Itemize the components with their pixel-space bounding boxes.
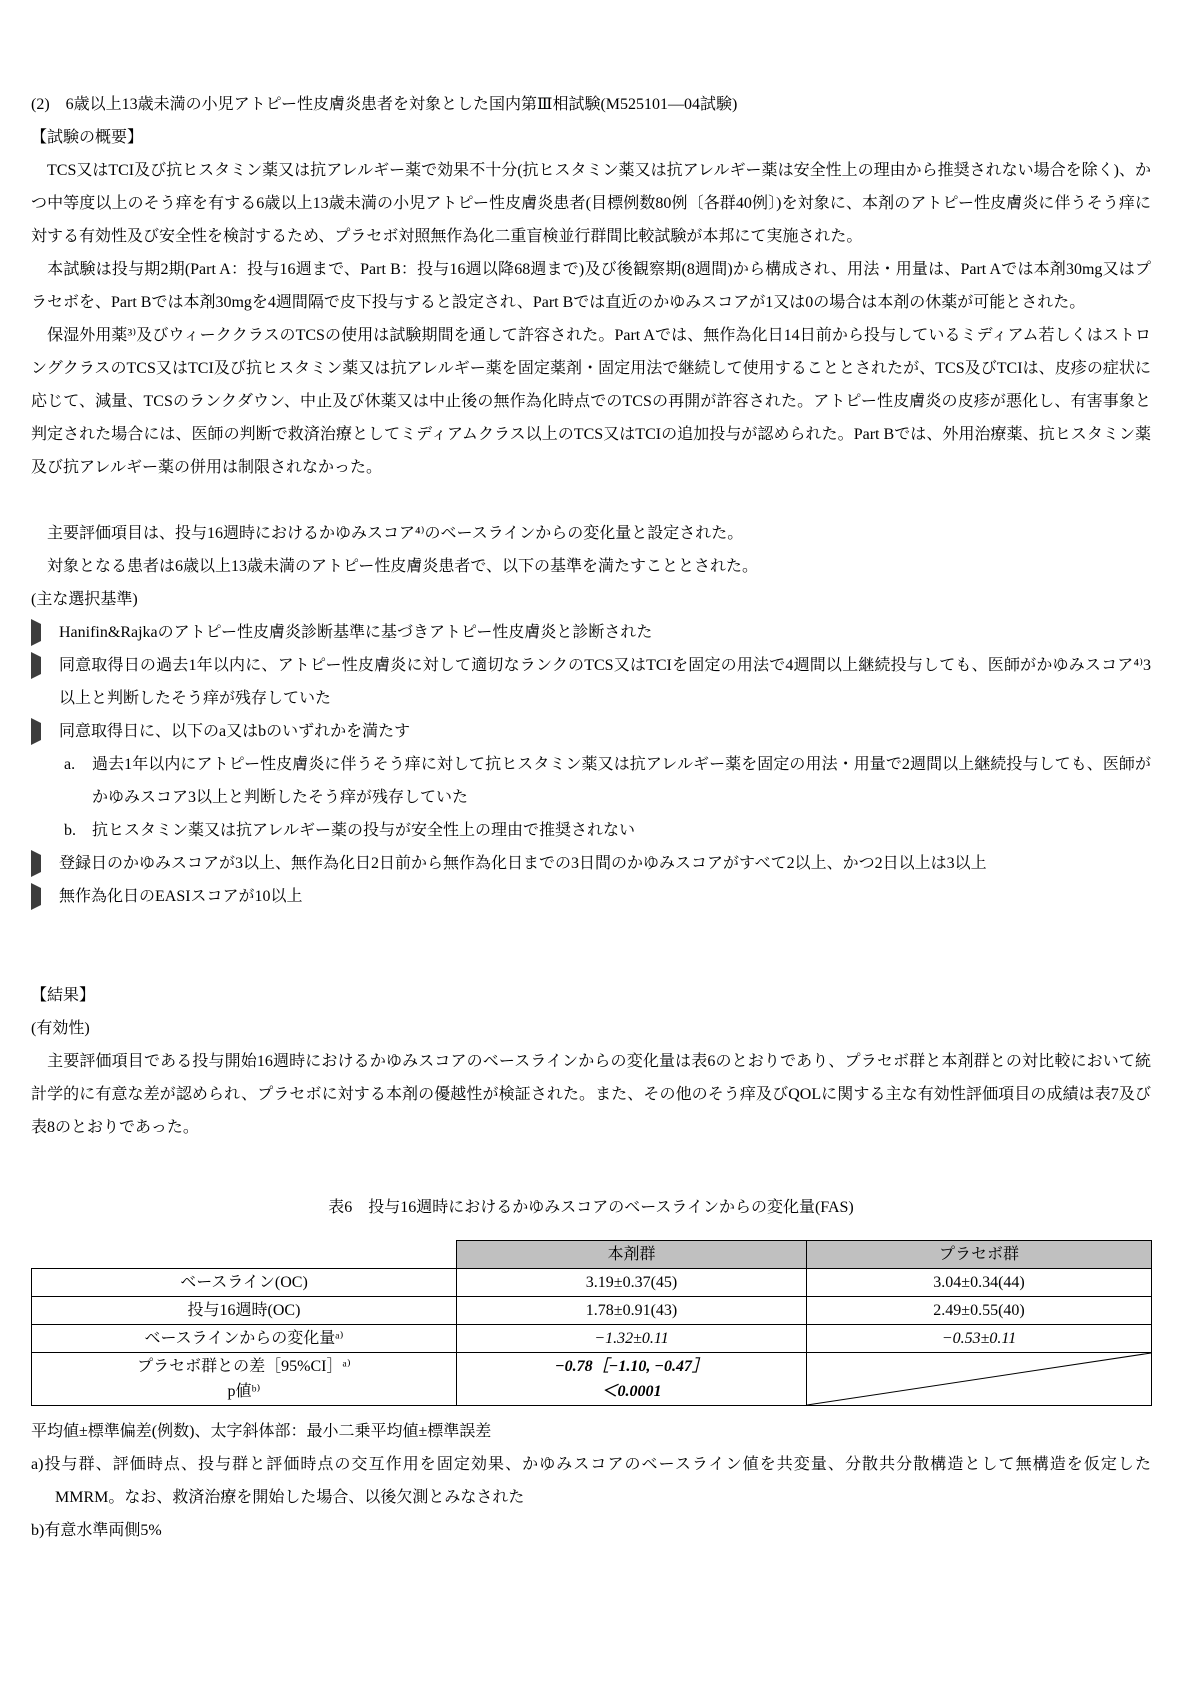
- subitem-text: 抗ヒスタミン薬又は抗アレルギー薬の投与が安全性上の理由で推奨されない: [92, 822, 635, 839]
- arrow-bullet-icon: [31, 715, 59, 748]
- row-label: ベースラインからの変化量ᵃ⁾: [32, 1325, 457, 1353]
- column-header-drug: 本剤群: [457, 1241, 807, 1269]
- table-header-row: [32, 1241, 1152, 1269]
- section-overview-title: 【試験の概要】: [31, 129, 144, 146]
- list-item: [31, 616, 1151, 649]
- footnote-b: b)有意水準両側5%: [31, 1522, 162, 1539]
- cell-difference-value: −0.78［−1.10, −0.47］: [554, 1358, 709, 1375]
- criteria-intro: (主な選択基準): [31, 591, 138, 608]
- column-header-placebo: プラセボ群: [807, 1241, 1152, 1269]
- table-corner-cell: [32, 1241, 457, 1269]
- subitem-label: b.: [64, 822, 76, 839]
- arrow-bullet-icon: [31, 880, 59, 913]
- cell-pvalue: ＜0.0001: [601, 1383, 662, 1400]
- table6-caption: 表6 投与16週時におけるかゆみスコアのベースラインからの変化量(FAS): [328, 1199, 854, 1216]
- overview-paragraph-endpoint: 主要評価項目は、投与16週時におけるかゆみスコア⁴⁾のベースラインからの変化量と設定された。: [31, 525, 744, 542]
- row-label-line2: p値ᵇ⁾: [227, 1383, 261, 1400]
- results-paragraph: 主要評価項目である投与開始16週時におけるかゆみスコアのベースラインからの変化量は表6のとおりであり、プラセボ群と本剤群との対比較において統計学的に有意な差が認められ、プラセボに対する本剤の優越性が検証された。また、その他のそう痒及びQOLに関する主な有効性評価項目の成績は表7及び表8のとおりであった。: [31, 1053, 1151, 1136]
- footnote-a: a)投与群、評価時点、投与群と評価時点の交互作用を固定効果、かゆみスコアのベースライン値を共変量、分散共分散構造として無構造を仮定したMMRM。なお、救済治療を開始した場合、以後欠測とみなされた: [31, 1456, 1151, 1506]
- cell-placebo: −0.53±0.11: [807, 1325, 1152, 1353]
- section-results-title: 【結果】: [31, 987, 96, 1004]
- list-subitem-b: [64, 814, 1151, 847]
- subitem-text: 過去1年以内にアトピー性皮膚炎に伴うそう痒に対して抗ヒスタミン薬又は抗アレルギー薬を固定の用法・用量で2週間以上継続投与しても、医師がかゆみスコア3以上と判断したそう痒が残存していた: [92, 756, 1151, 806]
- table-row: [32, 1297, 1152, 1325]
- criteria-item-text: 同意取得日の過去1年以内に、アトピー性皮膚炎に対して適切なランクのTCS又はTCIを固定の用法で4週間以上継続投与しても、医師がかゆみスコア⁴⁾3以上と判断したそう痒が残存していた: [59, 657, 1151, 707]
- table-footnotes: [31, 1415, 1151, 1547]
- criteria-item-text: 同意取得日に、以下のa又はbのいずれかを満たす: [59, 723, 411, 740]
- footnote-legend: 平均値±標準偏差(例数)、太字斜体部：最小二乗平均値±標準誤差: [31, 1423, 492, 1440]
- cell-drug: 1.78±0.91(43): [457, 1297, 807, 1325]
- list-item: [31, 715, 1151, 748]
- criteria-item-text: 無作為化日のEASIスコアが10以上: [59, 888, 303, 905]
- row-label-line1: プラセボ群との差［95%CI］ᵃ⁾: [137, 1358, 351, 1375]
- table6: [31, 1240, 1152, 1406]
- table-row: [32, 1269, 1152, 1297]
- criteria-item-text: Hanifin&Rajkaのアトピー性皮膚炎診断基準に基づきアトピー性皮膚炎と診断された: [59, 624, 653, 641]
- trial-heading: (2) 6歳以上13歳未満の小児アトピー性皮膚炎患者を対象とした国内第Ⅲ相試験(M525101—04試験): [31, 96, 738, 113]
- row-label: [32, 1353, 457, 1406]
- table-row: [32, 1325, 1152, 1353]
- list-item: [31, 649, 1151, 715]
- list-item: [31, 847, 1151, 880]
- list-item: [31, 880, 1151, 913]
- cell-drug: −1.32±0.11: [457, 1325, 807, 1353]
- overview-paragraph-patients: 対象となる患者は6歳以上13歳未満のアトピー性皮膚炎患者で、以下の基準を満たすこととされた。: [31, 558, 759, 575]
- arrow-bullet-icon: [31, 616, 59, 649]
- arrow-bullet-icon: [31, 847, 59, 880]
- cell-drug: 3.19±0.37(45): [457, 1269, 807, 1297]
- arrow-bullet-icon: [31, 649, 59, 715]
- subitem-label: a.: [64, 756, 76, 773]
- list-subitem-a: [64, 748, 1151, 814]
- row-label: ベースライン(OC): [32, 1269, 457, 1297]
- results-subtitle: (有効性): [31, 1020, 90, 1037]
- overview-paragraph-3: 保湿外用薬³⁾及びウィーククラスのTCSの使用は試験期間を通して許容された。Part Aでは、無作為化日14日前から投与しているミディアム若しくはストロングクラスのTCS又はTCI及び抗ヒスタミン薬又は抗アレルギー薬を固定薬剤・固定用法で継続して使用することとされたが、TCS及びTCIは、皮疹の症状に応じて、減量、TCSのランクダウン、中止及び休薬又は中止後の無作為化時点でのTCSの再開が許容された。アトピー性皮膚炎の皮疹が悪化し、有害事象と判定された場合には、医師の判断で救済治療としてミディアムクラス以上のTCS又はTCIの追加投与が認められた。Part Bでは、外用治療薬、抗ヒスタミン薬及び抗アレルギー薬の併用は制限されなかった。: [31, 327, 1151, 476]
- row-label: 投与16週時(OC): [32, 1297, 457, 1325]
- cell-drug: [457, 1353, 807, 1406]
- diagonal-line: [807, 1353, 1151, 1405]
- overview-paragraph-2: 本試験は投与期2期(Part A：投与16週まで、Part B：投与16週以降68週まで)及び後観察期(8週間)から構成され、用法・用量は、Part Aでは本剤30mg又はプラセボを、Part Bでは本剤30mgを4週間隔で皮下投与すると設定され、Part Bでは直近のかゆみスコアが1又は0の場合は本剤の休薬が可能とされた。: [31, 261, 1151, 311]
- cell-placebo: 3.04±0.34(44): [807, 1269, 1152, 1297]
- table-row: [32, 1353, 1152, 1406]
- criteria-item-text: 登録日のかゆみスコアが3以上、無作為化日2日前から無作為化日までの3日間のかゆみスコアがすべて2以上、かつ2日以上は3以上: [59, 855, 987, 872]
- cell-placebo: 2.49±0.55(40): [807, 1297, 1152, 1325]
- cell-diagonal-empty: [807, 1353, 1152, 1406]
- overview-paragraph-1: TCS又はTCI及び抗ヒスタミン薬又は抗アレルギー薬で効果不十分(抗ヒスタミン薬又は抗アレルギー薬は安全性上の理由から推奨されない場合を除く)、かつ中等度以上のそう痒を有する6歳以上13歳未満の小児アトピー性皮膚炎患者(目標例数80例〔各群40例〕)を対象に、本剤のアトピー性皮膚炎に伴うそう痒に対する有効性及び安全性を検討するため、プラセボ対照無作為化二重盲検並行群間比較試験が本邦にて実施された。: [31, 162, 1151, 245]
